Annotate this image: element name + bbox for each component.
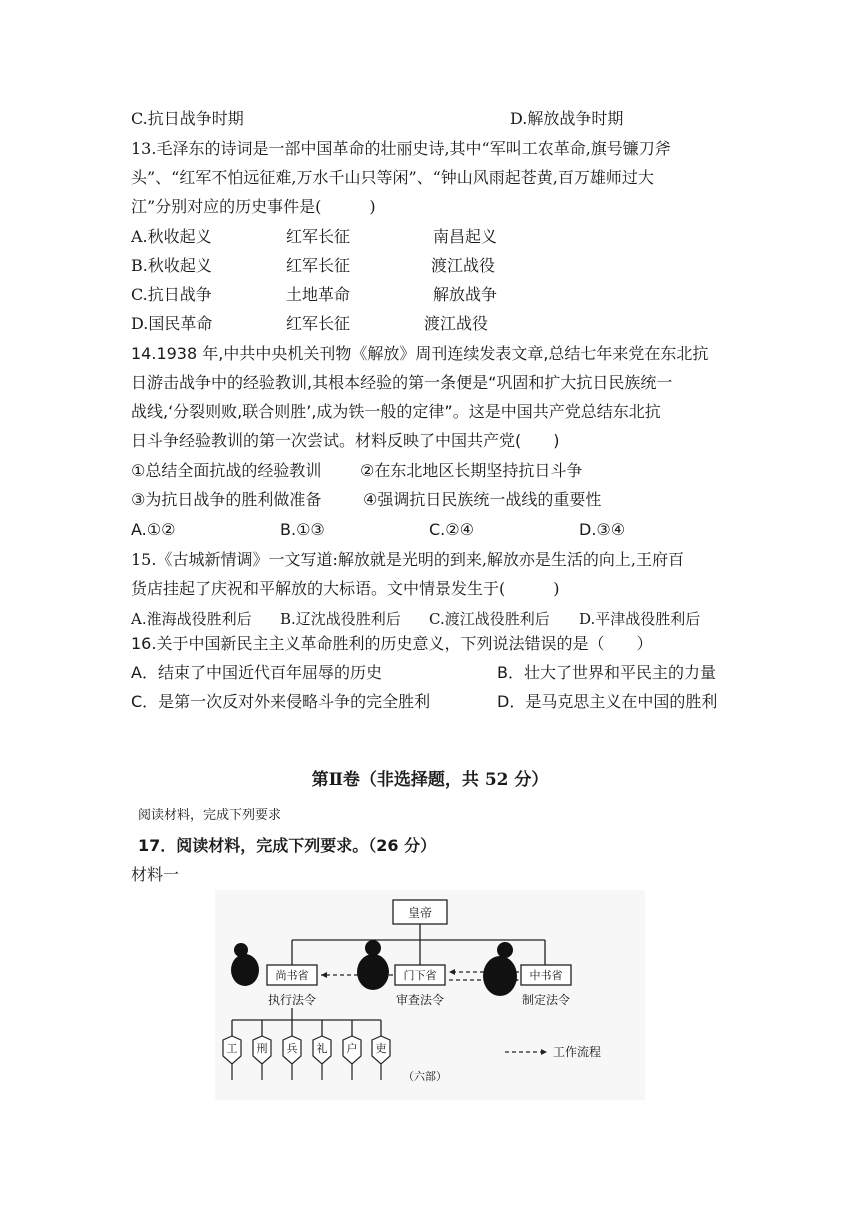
q13-option-a-event2: 红军长征 [286,227,351,246]
q13-option-a-label: A.秋收起义 [131,227,212,246]
ministry-xing: 刑 [256,1042,268,1055]
six-ministries-label: （六部） [403,1070,447,1083]
q12-option-c: C.抗日战争时期 [131,109,244,128]
section-2-title: 第Ⅱ卷（非选择题，共 52 分） [311,770,549,790]
q15-option-c: C.渡江战役胜利后 [429,610,550,628]
q16-option-b: B．壮大了世界和平民主的力量 [497,663,716,682]
shangshu-label: 尚书省 [275,969,309,982]
q15-stem-line-2: 货店挂起了庆祝和平解放的大标语。文中情景发生于( ) [131,579,560,598]
q13-stem-line-3: 江”分别对应的历史事件是( ) [131,197,376,216]
caption-menxia: 审查法令 [395,993,445,1007]
ministry-hu: 户 [346,1042,358,1055]
menxia-label: 门下省 [403,969,437,982]
section-2-instruction: 阅读材料，完成下列要求 [138,808,282,823]
q13-option-d-event3: 渡江战役 [424,314,489,333]
q15-option-a: A.淮海战役胜利后 [131,610,252,628]
q14-item-4: ④强调抗日民族统一战线的重要性 [363,490,602,509]
ministry-bing: 兵 [286,1042,298,1055]
caption-shangshu: 执行法令 [267,993,317,1007]
q15-stem-line-1: 15.《古城新情调》一文写道:解放就是光明的到来,解放亦是生活的向上,王府百 [131,550,685,569]
q13-option-b-label: B.秋收起义 [131,256,212,275]
q13-option-a-event3: 南昌起义 [433,227,498,246]
q13-stem-line-1: 13.毛泽东的诗词是一部中国革命的壮丽史诗,其中“军叫工农革命,旗号镰刀斧 [131,139,671,158]
q13-option-d-event2: 红军长征 [286,314,351,333]
caption-zhongshu: 制定法令 [521,993,571,1007]
q13-option-c-label: C.抗日战争 [131,285,212,304]
q13-option-c-event3: 解放战争 [433,285,498,304]
material-1-label: 材料一 [131,865,180,884]
ministry-li-personnel: 吏 [375,1042,387,1055]
q16-option-d: D．是马克思主义在中国的胜利 [497,692,718,711]
q16-option-c: C．是第一次反对外来侵略斗争的完全胜利 [131,692,431,711]
q13-stem-line-2: 头”、“红军不怕远征难,万水千山只等闲”、“钟山风雨起苍黄,百万雄师过大 [131,168,654,187]
legend-work-flow: 工作流程 [553,1045,602,1059]
emperor-label: 皇帝 [407,906,433,920]
q13-option-b-event2: 红军长征 [286,256,351,275]
zhongshu-label: 中书省 [529,969,563,982]
q14-item-1: ①总结全面抗战的经验教训 [131,461,322,480]
q12-option-d: D.解放战争时期 [510,109,624,128]
q16-stem: 16.关于中国新民主主义革命胜利的历史意义，下列说法错误的是（ ） [131,634,653,653]
ministry-li-rites: 礼 [316,1042,328,1055]
q17-heading: 17．阅读材料，完成下列要求。（26 分） [138,836,437,855]
q14-stem-line-4: 日斗争经验教训的第一次尝试。材料反映了中国共产党( ) [131,431,560,450]
q14-item-3: ③为抗日战争的胜利做准备 [131,490,322,509]
q14-stem-line-3: 战线,‘分裂则败,联合则胜’,成为铁一般的定律”。这是中国共产党总结东北抗 [131,402,661,421]
q16-option-a: A．结束了中国近代百年屈辱的历史 [131,663,382,682]
three-departments-diagram [215,890,645,1100]
ministry-gong: 工 [226,1042,238,1055]
q14-option-b: B.①③ [280,520,325,539]
q15-option-d: D.平津战役胜利后 [579,610,701,628]
q13-option-d-label: D.国民革命 [131,314,213,333]
q13-option-c-event2: 土地革命 [286,285,351,304]
q14-option-d: D.③④ [579,520,626,539]
q14-stem-line-2: 日游击战争中的经验教训,其根本经验的第一条便是“巩固和扩大抗日民族统一 [131,373,673,392]
q14-item-2: ②在东北地区长期坚持抗日斗争 [360,461,583,480]
q14-option-a: A.①② [131,520,176,539]
q15-option-b: B.辽沈战役胜利后 [280,610,401,628]
q14-option-c: C.②④ [429,520,474,539]
q13-option-b-event3: 渡江战役 [431,256,496,275]
q14-stem-line-1: 14.1938 年,中共中央机关刊物《解放》周刊连续发表文章,总结七年来党在东北抗 [131,344,709,363]
